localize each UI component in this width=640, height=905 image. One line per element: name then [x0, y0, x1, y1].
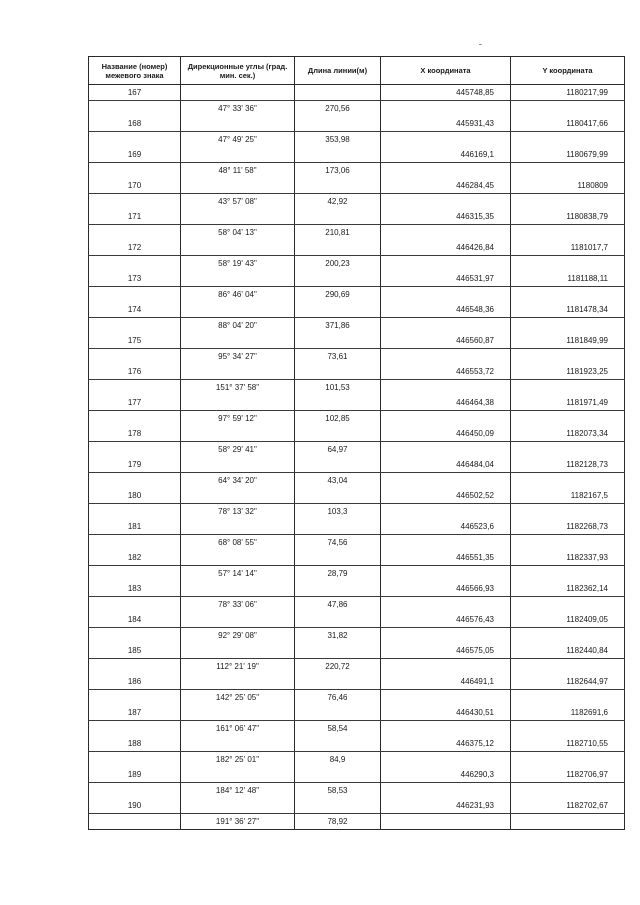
point-row: [89, 333, 625, 349]
x-coordinate-cell-empty: [381, 473, 511, 489]
x-coordinate-cell-empty: [381, 442, 511, 458]
y-coordinate-cell-empty: [511, 101, 625, 117]
point-row: [89, 612, 625, 628]
mark-name-cell: 179: [89, 457, 181, 473]
x-coordinate-cell: 446502,52: [381, 488, 511, 504]
mark-name-cell: 189: [89, 767, 181, 783]
y-coordinate-cell-empty: [511, 783, 625, 799]
y-coordinate-cell: 1182073,34: [511, 426, 625, 442]
length-cell-empty: [295, 550, 381, 566]
direction-angle-cell: 47° 33' 36": [181, 101, 295, 117]
line-length-cell: 84,9: [295, 752, 381, 768]
direction-angle-cell: 95° 34' 27": [181, 349, 295, 365]
angle-cell-empty: [181, 85, 295, 101]
mark-name-cell: 183: [89, 581, 181, 597]
line-row: [89, 473, 625, 489]
mark-name-cell: 168: [89, 116, 181, 132]
line-length-cell: 210,81: [295, 225, 381, 241]
y-coordinate-cell: 1180417,66: [511, 116, 625, 132]
mark-name-cell: 176: [89, 364, 181, 380]
line-row: [89, 225, 625, 241]
y-coordinate-cell-empty: [511, 318, 625, 334]
mark-name-cell-empty: [89, 132, 181, 148]
direction-angle-cell: 86° 46' 04": [181, 287, 295, 303]
x-coordinate-cell-empty: [381, 194, 511, 210]
length-cell-empty: [295, 364, 381, 380]
point-row: [89, 798, 625, 814]
x-coordinate-cell-empty: [381, 163, 511, 179]
mark-name-cell-empty: [89, 628, 181, 644]
y-coordinate-cell: 1181923,25: [511, 364, 625, 380]
y-coordinate-cell: 1181849,99: [511, 333, 625, 349]
line-row: [89, 349, 625, 365]
boundary-coordinates-table: [88, 56, 625, 830]
length-cell-empty: [295, 581, 381, 597]
mark-name-cell: 178: [89, 426, 181, 442]
y-coordinate-cell-empty: [511, 659, 625, 675]
y-coordinate-cell-empty: [511, 504, 625, 520]
mark-name-cell-empty: [89, 566, 181, 582]
mark-name-cell-empty: [89, 535, 181, 551]
length-cell-empty: [295, 674, 381, 690]
x-coordinate-cell-empty: [381, 721, 511, 737]
direction-angle-cell: 68° 08' 55": [181, 535, 295, 551]
angle-cell-empty: [181, 612, 295, 628]
angle-cell-empty: [181, 364, 295, 380]
mark-name-cell-empty: [89, 163, 181, 179]
y-coordinate-cell-empty: [511, 566, 625, 582]
x-coordinate-cell: 446375,12: [381, 736, 511, 752]
y-coordinate-cell: 1182409,05: [511, 612, 625, 628]
y-coordinate-cell-empty: [511, 256, 625, 272]
line-row: [89, 504, 625, 520]
line-row: [89, 535, 625, 551]
direction-angle-cell: 191° 36' 27": [181, 814, 295, 830]
x-coordinate-cell-empty: [381, 318, 511, 334]
header-x-coordinate: X координата: [381, 57, 511, 85]
y-coordinate-cell-empty: [511, 721, 625, 737]
mark-name-cell: 175: [89, 333, 181, 349]
x-coordinate-cell: 445931,43: [381, 116, 511, 132]
point-row: [89, 550, 625, 566]
mark-name-cell-empty: [89, 783, 181, 799]
line-length-cell: 42,92: [295, 194, 381, 210]
y-coordinate-cell-empty: [511, 194, 625, 210]
length-cell-empty: [295, 85, 381, 101]
mark-name-cell-empty: [89, 380, 181, 396]
x-coordinate-cell-empty: [381, 752, 511, 768]
x-coordinate-cell: 446231,93: [381, 798, 511, 814]
y-coordinate-cell-empty: [511, 163, 625, 179]
y-coordinate-cell-empty: [511, 628, 625, 644]
line-row: [89, 628, 625, 644]
angle-cell-empty: [181, 178, 295, 194]
x-coordinate-cell: 446576,43: [381, 612, 511, 628]
mark-name-cell: 180: [89, 488, 181, 504]
line-row: [89, 132, 625, 148]
mark-name-cell-empty: [89, 504, 181, 520]
x-coordinate-cell: 446491,1: [381, 674, 511, 690]
line-length-cell: 220,72: [295, 659, 381, 675]
angle-cell-empty: [181, 116, 295, 132]
direction-angle-cell: 48° 11' 58": [181, 163, 295, 179]
line-row: [89, 659, 625, 675]
y-coordinate-cell-empty: [511, 814, 625, 830]
y-coordinate-cell-empty: [511, 287, 625, 303]
mark-name-cell-empty: [89, 101, 181, 117]
angle-cell-empty: [181, 581, 295, 597]
y-coordinate-cell: 1180679,99: [511, 147, 625, 163]
direction-angle-cell: 64° 34' 20": [181, 473, 295, 489]
length-cell-empty: [295, 395, 381, 411]
length-cell-empty: [295, 705, 381, 721]
direction-angle-cell: 182° 25' 01": [181, 752, 295, 768]
y-coordinate-cell: 1182128,73: [511, 457, 625, 473]
line-row: [89, 442, 625, 458]
angle-cell-empty: [181, 209, 295, 225]
line-row: [89, 256, 625, 272]
angle-cell-empty: [181, 488, 295, 504]
length-cell-empty: [295, 736, 381, 752]
direction-angle-cell: 43° 57' 08": [181, 194, 295, 210]
line-row: [89, 566, 625, 582]
y-coordinate-cell-empty: [511, 473, 625, 489]
point-row: [89, 240, 625, 256]
mark-name-cell: 186: [89, 674, 181, 690]
line-length-cell: 64,97: [295, 442, 381, 458]
line-row: [89, 101, 625, 117]
point-row: [89, 395, 625, 411]
line-row: [89, 814, 625, 830]
line-row: [89, 380, 625, 396]
x-coordinate-cell: 446169,1: [381, 147, 511, 163]
length-cell-empty: [295, 147, 381, 163]
angle-cell-empty: [181, 302, 295, 318]
angle-cell-empty: [181, 240, 295, 256]
x-coordinate-cell-empty: [381, 504, 511, 520]
line-length-cell: 371,86: [295, 318, 381, 334]
y-coordinate-cell: 1182167,5: [511, 488, 625, 504]
line-length-cell: 74,56: [295, 535, 381, 551]
point-row: [89, 271, 625, 287]
angle-cell-empty: [181, 705, 295, 721]
x-coordinate-cell: 446531,97: [381, 271, 511, 287]
x-coordinate-cell-empty: [381, 101, 511, 117]
point-row: [89, 178, 625, 194]
mark-name-cell: 187: [89, 705, 181, 721]
x-coordinate-cell-empty: [381, 349, 511, 365]
angle-cell-empty: [181, 550, 295, 566]
mark-name-cell: 181: [89, 519, 181, 535]
y-coordinate-cell: 1182337,93: [511, 550, 625, 566]
y-coordinate-cell: 1180838,79: [511, 209, 625, 225]
y-coordinate-cell-empty: [511, 411, 625, 427]
x-coordinate-cell-empty: [381, 380, 511, 396]
point-row: [89, 674, 625, 690]
direction-angle-cell: 57° 14' 14": [181, 566, 295, 582]
x-coordinate-cell-empty: [381, 597, 511, 613]
line-row: [89, 752, 625, 768]
mark-name-cell-empty: [89, 752, 181, 768]
mark-name-cell-empty: [89, 721, 181, 737]
mark-name-cell: 184: [89, 612, 181, 628]
mark-name-cell: 173: [89, 271, 181, 287]
line-length-cell: 103,3: [295, 504, 381, 520]
y-coordinate-cell: 1180217,99: [511, 85, 625, 101]
x-coordinate-cell-empty: [381, 628, 511, 644]
mark-name-cell: 170: [89, 178, 181, 194]
y-coordinate-cell: 1182710,55: [511, 736, 625, 752]
line-row: [89, 411, 625, 427]
direction-angle-cell: 58° 04' 13": [181, 225, 295, 241]
header-line-length: Длина линии(м): [295, 57, 381, 85]
direction-angle-cell: 184° 12' 48": [181, 783, 295, 799]
point-row: [89, 767, 625, 783]
direction-angle-cell: 88° 04' 20": [181, 318, 295, 334]
line-row: [89, 318, 625, 334]
y-coordinate-cell: 1181017,7: [511, 240, 625, 256]
angle-cell-empty: [181, 147, 295, 163]
header-mark-name: Название (номер) межевого знака: [89, 57, 181, 85]
mark-name-cell: 188: [89, 736, 181, 752]
x-coordinate-cell-empty: [381, 690, 511, 706]
y-coordinate-cell-empty: [511, 535, 625, 551]
x-coordinate-cell: 446450,09: [381, 426, 511, 442]
point-row: [89, 643, 625, 659]
mark-name-cell-empty: [89, 659, 181, 675]
line-length-cell: 290,69: [295, 287, 381, 303]
x-coordinate-cell-empty: [381, 783, 511, 799]
x-coordinate-cell-empty: [381, 566, 511, 582]
mark-name-cell-empty: [89, 473, 181, 489]
direction-angle-cell: 142° 25' 05": [181, 690, 295, 706]
y-coordinate-cell-empty: [511, 380, 625, 396]
length-cell-empty: [295, 271, 381, 287]
table-header-row: [89, 57, 625, 85]
y-coordinate-cell-empty: [511, 442, 625, 458]
point-row: [89, 581, 625, 597]
point-row: [89, 519, 625, 535]
mark-name-cell-empty: [89, 597, 181, 613]
angle-cell-empty: [181, 767, 295, 783]
x-coordinate-cell: 446484,04: [381, 457, 511, 473]
length-cell-empty: [295, 426, 381, 442]
y-coordinate-cell: 1182691,6: [511, 705, 625, 721]
length-cell-empty: [295, 767, 381, 783]
line-length-cell: 43,04: [295, 473, 381, 489]
x-coordinate-cell: 446430,51: [381, 705, 511, 721]
angle-cell-empty: [181, 519, 295, 535]
length-cell-empty: [295, 488, 381, 504]
x-coordinate-cell: 446523,6: [381, 519, 511, 535]
point-row: [89, 302, 625, 318]
x-coordinate-cell: 446464,38: [381, 395, 511, 411]
line-length-cell: 102,85: [295, 411, 381, 427]
x-coordinate-cell-empty: [381, 256, 511, 272]
length-cell-empty: [295, 643, 381, 659]
y-coordinate-cell: 1180809: [511, 178, 625, 194]
x-coordinate-cell-empty: [381, 411, 511, 427]
x-coordinate-cell-empty: [381, 287, 511, 303]
mark-name-cell: 171: [89, 209, 181, 225]
mark-name-cell: 172: [89, 240, 181, 256]
direction-angle-cell: 112° 21' 19": [181, 659, 295, 675]
length-cell-empty: [295, 178, 381, 194]
mark-name-cell: 185: [89, 643, 181, 659]
line-length-cell: 101,53: [295, 380, 381, 396]
x-coordinate-cell: 446315,35: [381, 209, 511, 225]
angle-cell-empty: [181, 395, 295, 411]
y-coordinate-cell: 1182440,84: [511, 643, 625, 659]
mark-name-cell-empty: [89, 349, 181, 365]
angle-cell-empty: [181, 643, 295, 659]
y-coordinate-cell: 1182268,73: [511, 519, 625, 535]
x-coordinate-cell-empty: [381, 535, 511, 551]
line-length-cell: 58,53: [295, 783, 381, 799]
y-coordinate-cell: 1182362,14: [511, 581, 625, 597]
angle-cell-empty: [181, 798, 295, 814]
mark-name-cell-empty: [89, 225, 181, 241]
mark-name-cell-empty: [89, 814, 181, 830]
x-coordinate-cell-empty: [381, 225, 511, 241]
direction-angle-cell: 92° 29' 08": [181, 628, 295, 644]
direction-angle-cell: 78° 13' 32": [181, 504, 295, 520]
line-row: [89, 163, 625, 179]
y-coordinate-cell-empty: [511, 597, 625, 613]
header-y-coordinate: Y координата: [511, 57, 625, 85]
angle-cell-empty: [181, 736, 295, 752]
point-row: [89, 426, 625, 442]
point-row: [89, 736, 625, 752]
line-row: [89, 287, 625, 303]
direction-angle-cell: 58° 19' 43": [181, 256, 295, 272]
mark-name-cell: 167: [89, 85, 181, 101]
mark-name-cell: 182: [89, 550, 181, 566]
mark-name-cell-empty: [89, 411, 181, 427]
line-length-cell: 78,92: [295, 814, 381, 830]
x-coordinate-cell: 446551,35: [381, 550, 511, 566]
line-row: [89, 783, 625, 799]
x-coordinate-cell-empty: [381, 659, 511, 675]
length-cell-empty: [295, 302, 381, 318]
direction-angle-cell: 58° 29' 41": [181, 442, 295, 458]
length-cell-empty: [295, 519, 381, 535]
mark-name-cell: 169: [89, 147, 181, 163]
length-cell-empty: [295, 209, 381, 225]
line-length-cell: 353,98: [295, 132, 381, 148]
line-length-cell: 73,61: [295, 349, 381, 365]
direction-angle-cell: 47° 49' 25": [181, 132, 295, 148]
direction-angle-cell: 97° 59' 12": [181, 411, 295, 427]
length-cell-empty: [295, 240, 381, 256]
line-length-cell: 28,79: [295, 566, 381, 582]
line-row: [89, 721, 625, 737]
angle-cell-empty: [181, 333, 295, 349]
mark-name-cell-empty: [89, 442, 181, 458]
line-length-cell: 270,56: [295, 101, 381, 117]
y-coordinate-cell-empty: [511, 349, 625, 365]
point-row: [89, 705, 625, 721]
y-coordinate-cell: 1182644,97: [511, 674, 625, 690]
y-coordinate-cell-empty: [511, 690, 625, 706]
direction-angle-cell: 78° 33' 06": [181, 597, 295, 613]
length-cell-empty: [295, 798, 381, 814]
y-coordinate-cell: 1181971,49: [511, 395, 625, 411]
mark-name-cell: 177: [89, 395, 181, 411]
point-row: [89, 116, 625, 132]
line-length-cell: 58,54: [295, 721, 381, 737]
y-coordinate-cell-empty: [511, 752, 625, 768]
angle-cell-empty: [181, 674, 295, 690]
x-coordinate-cell: 445748,85: [381, 85, 511, 101]
point-row: [89, 209, 625, 225]
point-row: [89, 488, 625, 504]
y-coordinate-cell: 1182702,67: [511, 798, 625, 814]
scan-mark: [479, 44, 482, 45]
angle-cell-empty: [181, 457, 295, 473]
x-coordinate-cell: 446426,84: [381, 240, 511, 256]
x-coordinate-cell: 446575,05: [381, 643, 511, 659]
x-coordinate-cell: 446290,3: [381, 767, 511, 783]
y-coordinate-cell-empty: [511, 132, 625, 148]
y-coordinate-cell: 1182706,97: [511, 767, 625, 783]
y-coordinate-cell: 1181188,11: [511, 271, 625, 287]
x-coordinate-cell: 446284,45: [381, 178, 511, 194]
line-length-cell: 31,82: [295, 628, 381, 644]
line-row: [89, 194, 625, 210]
x-coordinate-cell-empty: [381, 814, 511, 830]
length-cell-empty: [295, 457, 381, 473]
x-coordinate-cell-empty: [381, 132, 511, 148]
point-row: [89, 457, 625, 473]
line-row: [89, 597, 625, 613]
x-coordinate-cell: 446548,36: [381, 302, 511, 318]
mark-name-cell-empty: [89, 690, 181, 706]
line-length-cell: 200,23: [295, 256, 381, 272]
x-coordinate-cell: 446553,72: [381, 364, 511, 380]
mark-name-cell-empty: [89, 256, 181, 272]
length-cell-empty: [295, 116, 381, 132]
length-cell-empty: [295, 612, 381, 628]
header-direction-angle: Дирекционные углы (град. мин. сек.): [181, 57, 295, 85]
table-body: [89, 85, 625, 830]
direction-angle-cell: 151° 37' 58": [181, 380, 295, 396]
mark-name-cell: 174: [89, 302, 181, 318]
mark-name-cell-empty: [89, 287, 181, 303]
line-length-cell: 173,06: [295, 163, 381, 179]
mark-name-cell-empty: [89, 318, 181, 334]
line-length-cell: 47,86: [295, 597, 381, 613]
point-row: [89, 364, 625, 380]
length-cell-empty: [295, 333, 381, 349]
angle-cell-empty: [181, 271, 295, 287]
point-row: [89, 147, 625, 163]
mark-name-cell-empty: [89, 194, 181, 210]
direction-angle-cell: 161° 06' 47": [181, 721, 295, 737]
line-row: [89, 690, 625, 706]
x-coordinate-cell: 446560,87: [381, 333, 511, 349]
x-coordinate-cell: 446566,93: [381, 581, 511, 597]
y-coordinate-cell-empty: [511, 225, 625, 241]
mark-name-cell: 190: [89, 798, 181, 814]
line-length-cell: 76,46: [295, 690, 381, 706]
point-row: [89, 85, 625, 101]
y-coordinate-cell: 1181478,34: [511, 302, 625, 318]
angle-cell-empty: [181, 426, 295, 442]
